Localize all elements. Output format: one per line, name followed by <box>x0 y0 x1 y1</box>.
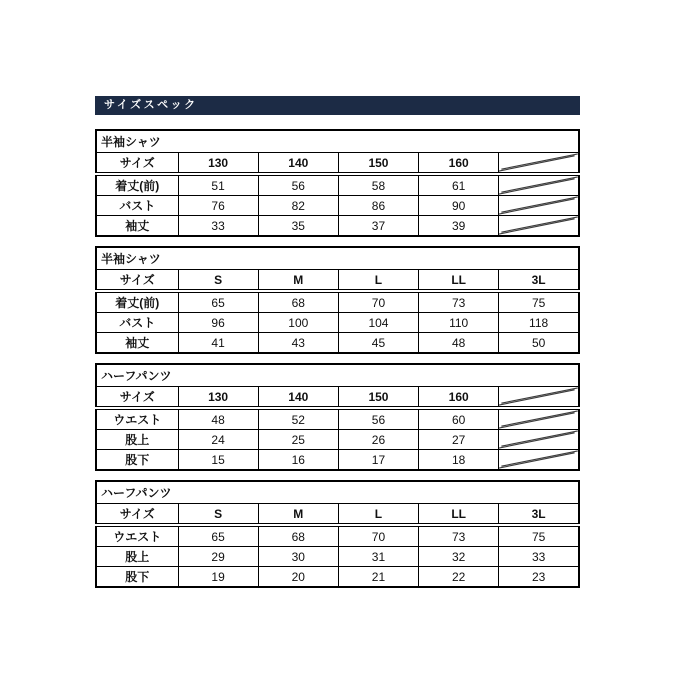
measurement-cell: 21 <box>338 567 418 588</box>
row-label: 袖丈 <box>96 216 178 237</box>
na-cell <box>499 196 579 216</box>
diagonal-slash-icon <box>499 216 578 235</box>
size-header-cell: L <box>338 504 418 526</box>
measurement-cell: 61 <box>419 174 499 196</box>
measurement-cell: 33 <box>499 547 579 567</box>
size-table <box>95 480 580 588</box>
row-label: 股上 <box>96 430 178 450</box>
size-header-cell: S <box>178 270 258 292</box>
row-label: バスト <box>96 196 178 216</box>
measurement-cell: 76 <box>178 196 258 216</box>
diagonal-slash-icon <box>499 176 578 195</box>
measurement-cell: 73 <box>419 291 499 313</box>
measurement-cell: 90 <box>419 196 499 216</box>
size-row-label: サイズ <box>96 504 178 526</box>
measurement-cell: 56 <box>258 174 338 196</box>
measurement-cell: 30 <box>258 547 338 567</box>
measurement-cell: 18 <box>419 450 499 471</box>
diagonal-slash-icon <box>499 450 578 469</box>
measurement-cell: 32 <box>419 547 499 567</box>
table-row <box>96 216 579 237</box>
measurement-cell: 19 <box>178 567 258 588</box>
na-cell <box>499 387 579 409</box>
measurement-cell: 31 <box>338 547 418 567</box>
na-cell <box>499 450 579 471</box>
size-header-cell: 130 <box>178 153 258 175</box>
measurement-cell: 27 <box>419 430 499 450</box>
measurement-cell: 58 <box>338 174 418 196</box>
table-row <box>96 196 579 216</box>
table-row <box>96 291 579 313</box>
size-tables-container <box>95 129 580 588</box>
diagonal-slash-icon <box>499 387 578 406</box>
row-label: 股下 <box>96 567 178 588</box>
table-row <box>96 333 579 354</box>
measurement-cell: 45 <box>338 333 418 354</box>
measurement-cell: 51 <box>178 174 258 196</box>
table-title: ハーフパンツ <box>96 364 579 387</box>
measurement-cell: 41 <box>178 333 258 354</box>
measurement-cell: 50 <box>499 333 579 354</box>
measurement-cell: 48 <box>419 333 499 354</box>
measurement-cell: 22 <box>419 567 499 588</box>
table-row <box>96 313 579 333</box>
measurement-cell: 20 <box>258 567 338 588</box>
measurement-cell: 23 <box>499 567 579 588</box>
size-header-cell: 3L <box>499 504 579 526</box>
size-spec-sheet <box>95 96 580 597</box>
row-label: ウエスト <box>96 525 178 547</box>
size-header-cell: 130 <box>178 387 258 409</box>
measurement-cell: 104 <box>338 313 418 333</box>
size-header-cell: M <box>258 270 338 292</box>
measurement-cell: 82 <box>258 196 338 216</box>
measurement-cell: 75 <box>499 525 579 547</box>
measurement-cell: 24 <box>178 430 258 450</box>
measurement-cell: 100 <box>258 313 338 333</box>
size-header-cell: 140 <box>258 153 338 175</box>
measurement-cell: 35 <box>258 216 338 237</box>
table-title: 半袖シャツ <box>96 130 579 153</box>
measurement-cell: 16 <box>258 450 338 471</box>
measurement-cell: 110 <box>419 313 499 333</box>
diagonal-slash-icon <box>499 153 578 172</box>
table-row <box>96 174 579 196</box>
measurement-cell: 39 <box>419 216 499 237</box>
na-cell <box>499 216 579 237</box>
table-row <box>96 408 579 430</box>
size-row-label: サイズ <box>96 270 178 292</box>
na-cell <box>499 408 579 430</box>
size-row-label: サイズ <box>96 153 178 175</box>
size-row-label: サイズ <box>96 387 178 409</box>
table-row <box>96 525 579 547</box>
measurement-cell: 33 <box>178 216 258 237</box>
measurement-cell: 75 <box>499 291 579 313</box>
measurement-cell: 37 <box>338 216 418 237</box>
table-row <box>96 450 579 471</box>
diagonal-slash-icon <box>499 196 578 215</box>
table-row <box>96 547 579 567</box>
measurement-cell: 70 <box>338 525 418 547</box>
measurement-cell: 15 <box>178 450 258 471</box>
measurement-cell: 65 <box>178 525 258 547</box>
size-header-cell: 150 <box>338 387 418 409</box>
measurement-cell: 65 <box>178 291 258 313</box>
row-label: 着丈(前) <box>96 291 178 313</box>
measurement-cell: 96 <box>178 313 258 333</box>
measurement-cell: 17 <box>338 450 418 471</box>
section-title: サイズスペック <box>104 99 198 111</box>
size-header-cell: S <box>178 504 258 526</box>
na-cell <box>499 430 579 450</box>
na-cell <box>499 174 579 196</box>
table-row <box>96 430 579 450</box>
size-header-cell: 160 <box>419 387 499 409</box>
measurement-cell: 29 <box>178 547 258 567</box>
diagonal-slash-icon <box>499 430 578 449</box>
measurement-cell: 26 <box>338 430 418 450</box>
measurement-cell: 68 <box>258 525 338 547</box>
measurement-cell: 48 <box>178 408 258 430</box>
measurement-cell: 43 <box>258 333 338 354</box>
row-label: ウエスト <box>96 408 178 430</box>
size-header-cell: LL <box>419 270 499 292</box>
row-label: 袖丈 <box>96 333 178 354</box>
diagonal-slash-icon <box>499 410 578 429</box>
size-header-cell: 140 <box>258 387 338 409</box>
measurement-cell: 73 <box>419 525 499 547</box>
measurement-cell: 118 <box>499 313 579 333</box>
size-header-cell: 3L <box>499 270 579 292</box>
row-label: バスト <box>96 313 178 333</box>
na-cell <box>499 153 579 175</box>
table-title: 半袖シャツ <box>96 247 579 270</box>
table-row <box>96 567 579 588</box>
size-header-cell: LL <box>419 504 499 526</box>
measurement-cell: 56 <box>338 408 418 430</box>
table-title: ハーフパンツ <box>96 481 579 504</box>
size-header-cell: 160 <box>419 153 499 175</box>
measurement-cell: 68 <box>258 291 338 313</box>
measurement-cell: 60 <box>419 408 499 430</box>
measurement-cell: 86 <box>338 196 418 216</box>
measurement-cell: 52 <box>258 408 338 430</box>
size-header-cell: M <box>258 504 338 526</box>
section-header-bar <box>95 96 580 115</box>
row-label: 股上 <box>96 547 178 567</box>
size-table <box>95 129 580 237</box>
measurement-cell: 25 <box>258 430 338 450</box>
measurement-cell: 70 <box>338 291 418 313</box>
size-table <box>95 363 580 471</box>
size-header-cell: 150 <box>338 153 418 175</box>
size-header-cell: L <box>338 270 418 292</box>
row-label: 着丈(前) <box>96 174 178 196</box>
size-table <box>95 246 580 354</box>
row-label: 股下 <box>96 450 178 471</box>
